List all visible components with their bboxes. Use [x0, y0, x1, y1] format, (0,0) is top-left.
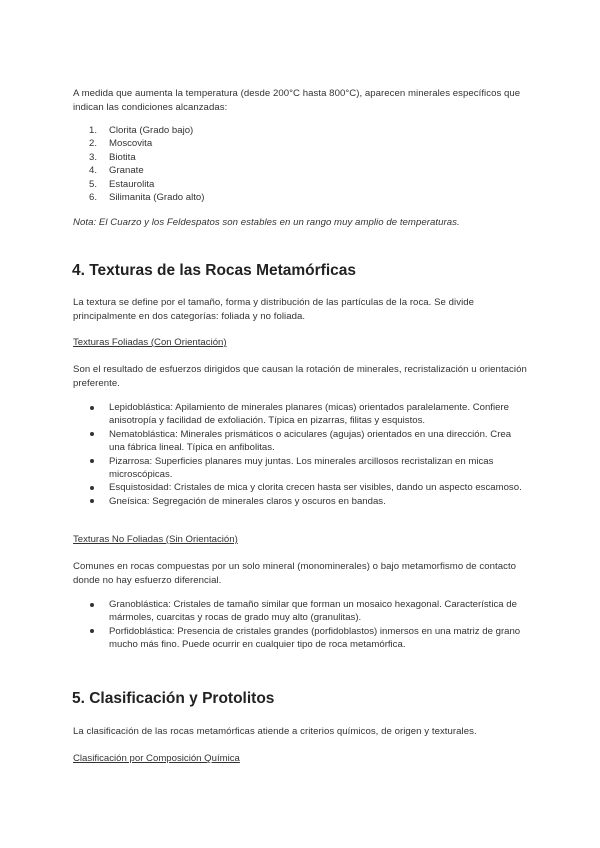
- list-item: [73, 151, 204, 164]
- list-item: [73, 137, 204, 150]
- list-number: 2.: [89, 138, 98, 150]
- list-text: Lepidoblástica: Apilamiento de minerales planares (micas) orientados paralelamente. Confiere anisotropía y facilidad de exfoliación. Típica en pizarras, filitas y esquistos.: [109, 402, 509, 427]
- nonfoliated-intro: Comunes en rocas compuestas por un solo mineral (monominerales) o bajo metamorfismo de contacto donde no hay esfuerzo diferencial.: [73, 561, 517, 586]
- section-5-intro: La clasificación de las rocas metamórficas atiende a criterios químicos, de origen y texturales.: [73, 726, 477, 737]
- list-text: Pizarrosa: Superficies planares muy juntas. Los minerales arcillosos recristalizan en micas microscópicas.: [109, 455, 494, 481]
- list-item: [73, 428, 523, 455]
- list-text: Clorita (Grado bajo): [109, 125, 194, 136]
- section-5-heading: 5. Clasificación y Protolitos: [72, 690, 275, 707]
- temperature-note: Nota: El Cuarzo y los Feldespatos son estables en un rango muy amplio de temperaturas.: [73, 217, 460, 228]
- list-text: Granoblástica: Cristales de tamaño similar que forman un mosaico hexagonal. Característica de mármoles, cuarcitas y rocas de grado muy alto (granulitas).: [109, 599, 517, 624]
- list-text: Gneísica: Segregación de minerales claros y oscuros en bandas.: [109, 495, 386, 507]
- list-item: [73, 178, 204, 191]
- list-text: Estaurolita: [109, 178, 155, 190]
- list-item: [73, 481, 523, 494]
- bullet-icon: [90, 459, 94, 463]
- list-text: Silimanita (Grado alto): [109, 192, 205, 204]
- mineral-list: [73, 124, 204, 204]
- list-item: [73, 191, 204, 204]
- nonfoliated-subheading: Texturas No Foliadas (Sin Orientación): [73, 534, 238, 545]
- list-text: Porfidoblástica: Presencia de cristales grandes (porfidoblastos) inmersos en una matriz de grano mucho más fino. Puede ocurrir en cualquier tipo de roca metamórfica.: [109, 625, 521, 651]
- list-text: Esquistosidad: Cristales de mica y clorita crecen hasta ser visibles, dando un aspecto escamoso.: [109, 482, 522, 494]
- bullet-icon: [90, 499, 94, 503]
- bullet-icon: [90, 629, 94, 633]
- list-text: Moscovita: [109, 138, 153, 150]
- list-item: [73, 401, 523, 428]
- list-item: [73, 455, 523, 482]
- list-item: [73, 124, 204, 137]
- intro-paragraph: A medida que aumenta la temperatura (desde 200°C hasta 800°C), aparecen minerales específicos que indican las condiciones alcanzadas:: [73, 88, 521, 113]
- bullet-icon: [90, 406, 94, 410]
- list-item: [73, 598, 523, 625]
- list-text: Biotita: [109, 151, 136, 163]
- chemical-classification-subheading: Clasificación por Composición Química: [73, 753, 240, 764]
- bullet-icon: [90, 486, 94, 490]
- foliated-subheading: Texturas Foliadas (Con Orientación): [73, 337, 227, 348]
- list-item: [73, 164, 204, 177]
- section-4-intro: La textura se define por el tamaño, forma y distribución de las partículas de la roca. Se divide principalmente en dos categorías: foliada y no foliada.: [73, 297, 475, 322]
- bullet-icon: [90, 432, 94, 436]
- list-item: [73, 495, 523, 508]
- list-text: Nematoblástica: Minerales prismáticos o aciculares (agujas) orientados en una dirección. Crea una fábrica lineal. Típica en anfibolitas.: [109, 428, 512, 454]
- list-number: 6.: [89, 192, 98, 204]
- list-number: 3.: [89, 151, 98, 163]
- list-number: 1.: [89, 125, 98, 136]
- section-4-heading: 4. Texturas de las Rocas Metamórficas: [72, 262, 357, 279]
- list-number: 5.: [89, 178, 98, 190]
- list-item: [73, 625, 523, 652]
- foliated-intro: Son el resultado de esfuerzos dirigidos que causan la rotación de minerales, recristalización u orientación preferente.: [73, 364, 527, 389]
- list-text: Granate: [109, 165, 144, 177]
- nonfoliated-list: [73, 598, 523, 652]
- list-number: 4.: [89, 165, 98, 177]
- bullet-icon: [90, 603, 94, 607]
- foliated-list: [73, 401, 523, 508]
